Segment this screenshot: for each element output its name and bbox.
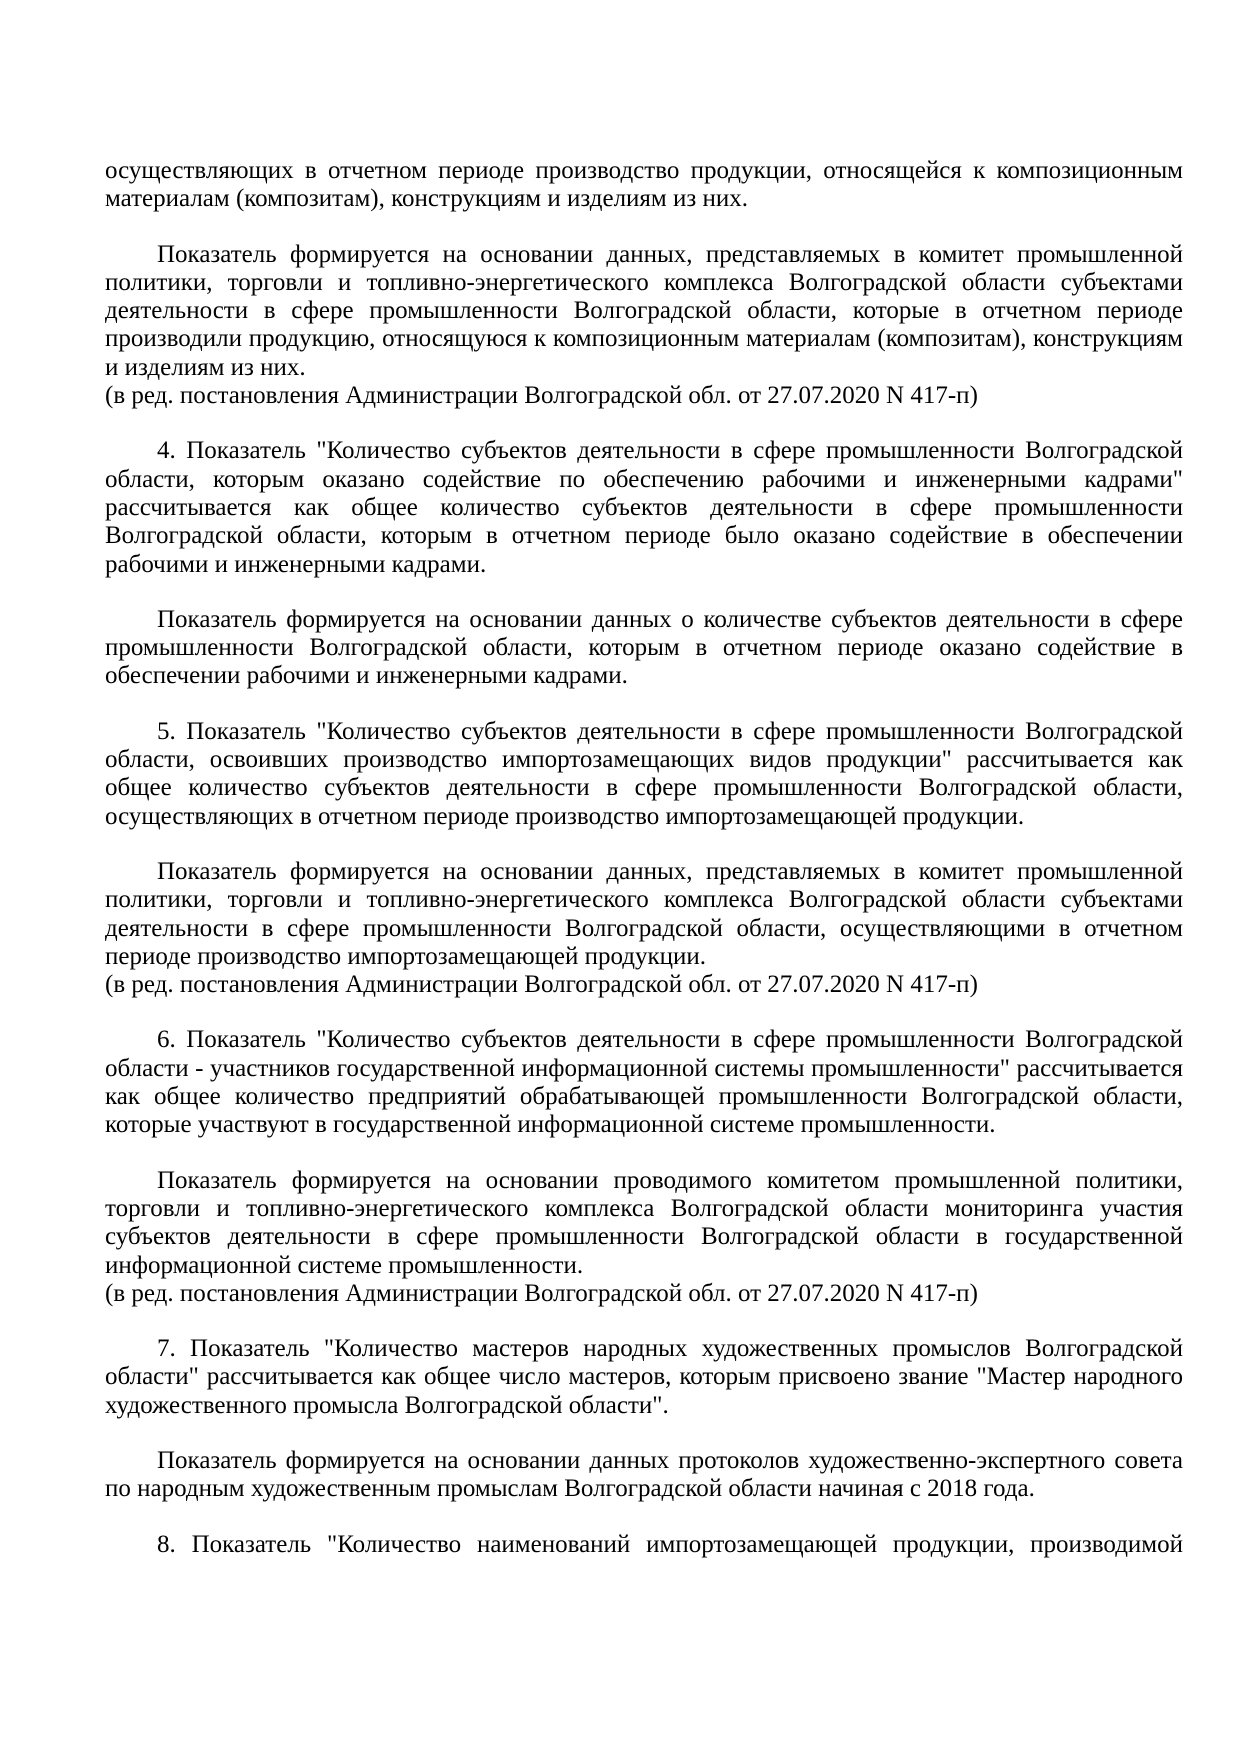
document-paragraph: 4. Показатель "Количество субъектов деятельности в сфере промышленности Волгоградской области, которым оказано содействие по обеспечению рабочими и инженерными кадрами" рассчитывается как общее количество субъектов деятельности в сфере промышленности Волгоградской области, которым в отчетном периоде было оказано содействие в обеспечении рабочими и инженерными кадрами. xyxy=(105,437,1183,578)
document-paragraph: Показатель формируется на основании данных о количестве субъектов деятельности в сфере промышленности Волгоградской области, которым в отчетном периоде оказано содействие в обеспечении рабочими и инженерными кадрами. xyxy=(105,605,1183,690)
document-paragraph: осуществляющих в отчетном периоде производство продукции, относящейся к композиционным материалам (композитам), конструкциям и изделиям из них. xyxy=(105,157,1183,213)
amendment-note: (в ред. постановления Администрации Волгоградской обл. от 27.07.2020 N 417-п) xyxy=(105,1279,978,1307)
document-paragraph: Показатель формируется на основании данных, представляемых в комитет промышленной политики, торговли и топливно-энергетического комплекса Волгоградской области субъектами деятельности в сфере промышленности Волгоградской области, осуществляющими в отчетном периоде производство импортозамещающей продукции. xyxy=(105,857,1183,970)
document-paragraph: 6. Показатель "Количество субъектов деятельности в сфере промышленности Волгоградской области - участников государственной информационной системы промышленности" рассчитывается как общее количество предприятий обрабатывающей промышленности Волгоградской области, которые участвуют в государственной информационной системе промышленности. xyxy=(105,1026,1183,1139)
document-text-block xyxy=(105,157,1183,1559)
amendment-note: (в ред. постановления Администрации Волгоградской обл. от 27.07.2020 N 417-п) xyxy=(105,971,978,999)
amendment-note: (в ред. постановления Администрации Волгоградской обл. от 27.07.2020 N 417-п) xyxy=(105,382,978,410)
document-paragraph: 7. Показатель "Количество мастеров народных художественных промыслов Волгоградской области" рассчитывается как общее число мастеров, которым присвоено звание "Мастер народного художественного промысла Волгоградской области". xyxy=(105,1335,1183,1419)
document-paragraph: 5. Показатель "Количество субъектов деятельности в сфере промышленности Волгоградской области, освоивших производство импортозамещающих видов продукции" рассчитывается как общее количество субъектов деятельности в сфере промышленности Волгоградской области, осуществляющих в отчетном периоде производство импортозамещающей продукции. xyxy=(105,717,1183,830)
document-paragraph: Показатель формируется на основании проводимого комитетом промышленной политики, торговли и топливно-энергетического комплекса Волгоградской области мониторинга участия субъектов деятельности в сфере промышленности Волгоградской области в государственной информационной системе промышленности. xyxy=(105,1166,1183,1279)
document-paragraph: 8. Показатель "Количество наименований импортозамещающей продукции, производимой xyxy=(157,1530,1183,1558)
document-paragraph: Показатель формируется на основании данных, представляемых в комитет промышленной политики, торговли и топливно-энергетического комплекса Волгоградской области субъектами деятельности в сфере промышленности Волгоградской области, которые в отчетном периоде производили продукцию, относящуюся к композиционным материалам (композитам), конструкциям и изделиям из них. xyxy=(105,240,1183,381)
document-paragraph: Показатель формируется на основании данных протоколов художественно-экспертного совета по народным художественным промыслам Волгоградской области начиная с 2018 года. xyxy=(105,1446,1183,1503)
